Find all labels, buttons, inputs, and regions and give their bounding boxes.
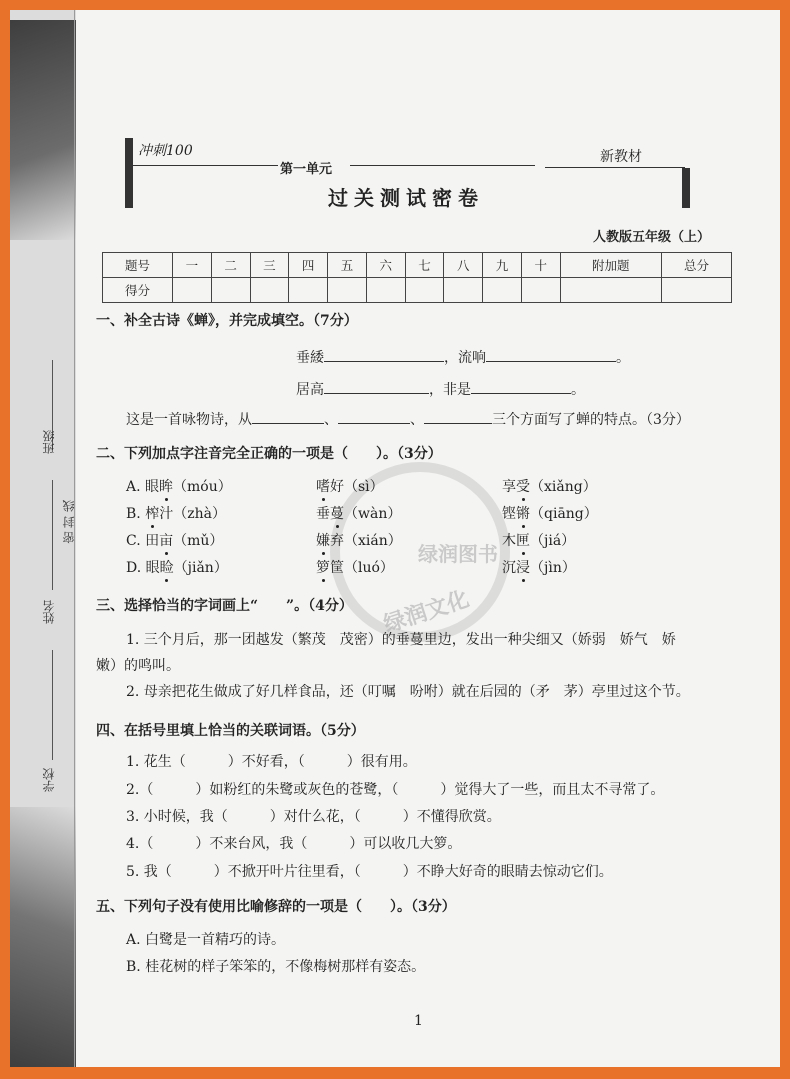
- score-cell: 八: [444, 253, 483, 278]
- q3-heading: 三、选择恰当的字词画上“ ”。（4分）: [96, 598, 353, 614]
- answer-blank[interactable]: [486, 347, 616, 362]
- header-bar-left: [125, 138, 133, 208]
- question-text: 、: [324, 412, 338, 428]
- score-input-cell[interactable]: [521, 278, 560, 303]
- option-char: 垂: [316, 506, 330, 522]
- seal-line-label: 密 封 线: [62, 500, 76, 544]
- q2-option-c-word2: [316, 530, 402, 550]
- score-cell: 附加题: [560, 253, 661, 278]
- option-char: 筐: [330, 560, 344, 576]
- dotted-char: 眸: [159, 476, 173, 496]
- q4-item: 5. 我（ ）不掀开叶片往里看，（ ）不睁大好奇的眼睛去惊动它们。: [126, 864, 613, 880]
- option-char: 木: [502, 533, 516, 549]
- grade-label: 人教版五年级（上）: [593, 230, 711, 245]
- dotted-char: 蔓: [330, 503, 344, 523]
- score-cell: 十: [521, 253, 560, 278]
- q1-line3: [126, 409, 690, 429]
- score-table-header-row: [103, 253, 732, 278]
- score-input-cell[interactable]: [211, 278, 250, 303]
- q2-heading: 二、下列加点字注音完全正确的一项是（ ）。（3分）: [96, 446, 442, 462]
- answer-blank[interactable]: [324, 379, 429, 394]
- answer-blank[interactable]: [324, 347, 444, 362]
- page-title: 过关测试密卷: [328, 186, 484, 210]
- score-cell: 三: [250, 253, 289, 278]
- dotted-char: 箩: [316, 557, 330, 577]
- bleed-text: [105, 104, 457, 120]
- option-char: 汁: [159, 506, 174, 522]
- q2-option-d-word2: [316, 557, 394, 577]
- option-char: 眼: [145, 560, 160, 576]
- watermark-text: 绿润图书: [418, 542, 498, 566]
- q5-option-b[interactable]: B. 桂花树的样子笨笨的，不像梅树那样有姿态。: [126, 959, 426, 975]
- dotted-char: 匣: [516, 530, 530, 550]
- score-cell: 一: [173, 253, 212, 278]
- dotted-char: 亩: [159, 530, 173, 550]
- q2-option-a-word3: [502, 476, 597, 496]
- pinyin: （mǔ）: [173, 533, 224, 549]
- score-cell: 题号: [103, 253, 173, 278]
- q4-heading: 四、在括号里填上恰当的关联词语。（5分）: [96, 723, 365, 739]
- question-text: 、: [410, 412, 424, 428]
- poem-text: 。: [616, 350, 630, 366]
- edition-label: 新教材: [600, 149, 642, 165]
- q2-option-d[interactable]: [126, 557, 228, 577]
- school-line: [52, 650, 53, 760]
- q2-option-a[interactable]: [126, 476, 232, 496]
- pinyin: （qiāng）: [530, 506, 598, 522]
- dotted-char: 榨: [145, 503, 159, 523]
- score-table-score-row: [103, 278, 732, 303]
- score-cell: 五: [328, 253, 367, 278]
- header-bar-right: [682, 168, 690, 208]
- answer-blank[interactable]: [338, 409, 410, 424]
- unit-label: 第一单元: [280, 162, 333, 177]
- pinyin: （jìn）: [530, 560, 576, 576]
- score-cell: 六: [366, 253, 405, 278]
- dotted-char: 嫌: [316, 530, 330, 550]
- option-char: 享: [502, 479, 516, 495]
- q2-option-b-word3: [502, 503, 598, 523]
- pinyin: （jiá）: [530, 533, 576, 549]
- option-char: 沉: [502, 560, 516, 576]
- q2-option-a-word2: [316, 476, 384, 496]
- q5-option-a[interactable]: A. 白鹭是一首精巧的诗。: [126, 932, 286, 948]
- option-char: 眼: [145, 479, 160, 495]
- header-rule-left: [133, 165, 278, 166]
- score-cell: 九: [483, 253, 522, 278]
- poem-text: ，流响: [444, 350, 486, 366]
- score-cell: 四: [289, 253, 328, 278]
- name-label: 姓名: [42, 600, 56, 624]
- option-char: 铿: [502, 506, 516, 522]
- option-char: 弃: [330, 533, 344, 549]
- strip-shade-bottom: [10, 807, 76, 1067]
- pinyin: （móu）: [173, 479, 232, 495]
- q1-line1: [296, 347, 630, 367]
- q2-option-b[interactable]: [126, 503, 226, 523]
- dotted-char: 嗜: [316, 476, 330, 496]
- page-number: 1: [414, 1013, 423, 1029]
- score-input-cell[interactable]: [405, 278, 444, 303]
- answer-blank[interactable]: [471, 379, 571, 394]
- q2-option-c-word3: [502, 530, 575, 550]
- header-rule-right: [545, 167, 685, 168]
- answer-blank[interactable]: [252, 409, 324, 424]
- q5-heading: 五、下列句子没有使用比喻修辞的一项是（ ）。（3分）: [96, 899, 456, 915]
- dotted-char: 锵: [516, 503, 530, 523]
- option-label: B.: [126, 506, 141, 522]
- dotted-char: 浸: [516, 557, 530, 577]
- score-input-cell[interactable]: [366, 278, 405, 303]
- exam-page: [10, 10, 780, 1067]
- pinyin: （sì）: [344, 479, 384, 495]
- option-char: 田: [145, 533, 160, 549]
- q2-option-c[interactable]: [126, 530, 223, 550]
- q4-item: 2.（ ）如粉红的朱鹭或灰色的苍鹭，（ ）觉得大了一些，而且太不寻常了。: [126, 782, 665, 798]
- score-input-cell[interactable]: [560, 278, 661, 303]
- score-input-cell[interactable]: [661, 278, 731, 303]
- series-label: 冲刺100: [138, 143, 193, 159]
- score-input-cell[interactable]: [444, 278, 483, 303]
- option-label: C.: [126, 533, 141, 549]
- poem-text: 居高: [296, 382, 324, 398]
- q3-sentence-2: 2. 母亲把花生做成了好几样食品，还（叮嘱 吩咐）就在后园的（矛 茅）亭里过这个节。: [126, 684, 690, 700]
- poem-text: 。: [571, 382, 585, 398]
- pinyin: （zhà）: [173, 506, 226, 522]
- score-table: [102, 252, 732, 303]
- name-line: [52, 480, 53, 590]
- score-cell: 二: [211, 253, 250, 278]
- q2-option-d-word3: [502, 557, 576, 577]
- dotted-char: 受: [516, 476, 530, 496]
- score-cell: 总分: [661, 253, 731, 278]
- q2-option-b-word2: [316, 503, 401, 523]
- strip-shade-top: [10, 20, 76, 240]
- q1-line2: [296, 379, 585, 399]
- option-char: 好: [330, 479, 344, 495]
- q4-item: 4.（ ）不来台风，我（ ）可以收几大箩。: [126, 836, 462, 852]
- question-text: 这是一首咏物诗，从: [126, 412, 252, 428]
- pinyin: （xián）: [344, 533, 402, 549]
- pinyin: （luó）: [344, 560, 394, 576]
- score-input-cell[interactable]: [328, 278, 367, 303]
- q4-item: 1. 花生（ ）不好看，（ ）很有用。: [126, 754, 417, 770]
- dotted-char: 睑: [160, 557, 174, 577]
- score-input-cell[interactable]: [483, 278, 522, 303]
- score-input-cell[interactable]: [173, 278, 212, 303]
- answer-blank[interactable]: [424, 409, 492, 424]
- q4-item: 3. 小时候，我（ ）对什么花，（ ）不懂得欣赏。: [126, 809, 501, 825]
- score-input-cell[interactable]: [289, 278, 328, 303]
- pinyin: （jiǎn）: [173, 560, 228, 576]
- header-rule-mid: [350, 165, 535, 166]
- poem-text: ，非是: [429, 382, 471, 398]
- pinyin: （xiǎng）: [530, 479, 597, 495]
- score-cell: 得分: [103, 278, 173, 303]
- poem-text: 垂緌: [296, 350, 324, 366]
- school-label: 学校: [42, 768, 56, 792]
- option-label: A.: [126, 479, 141, 495]
- score-cell: 七: [405, 253, 444, 278]
- pinyin: （wàn）: [344, 506, 402, 522]
- q3-sentence-1: 1. 三个月后，那一团越发（繁茂 茂密）的垂蔓里边，发出一种尖细又（娇弱 娇气 娇: [126, 632, 676, 648]
- question-text: 三个方面写了蝉的特点。（3分）: [492, 412, 690, 428]
- watermark-text: 绿润文化: [380, 585, 473, 638]
- q3-sentence-1-cont: 嫩）的鸣叫。: [96, 658, 180, 674]
- class-label: 班级: [42, 430, 56, 454]
- q1-heading: 一、补全古诗《蝉》，并完成填空。（7分）: [96, 313, 358, 329]
- score-input-cell[interactable]: [250, 278, 289, 303]
- option-label: D.: [126, 560, 142, 576]
